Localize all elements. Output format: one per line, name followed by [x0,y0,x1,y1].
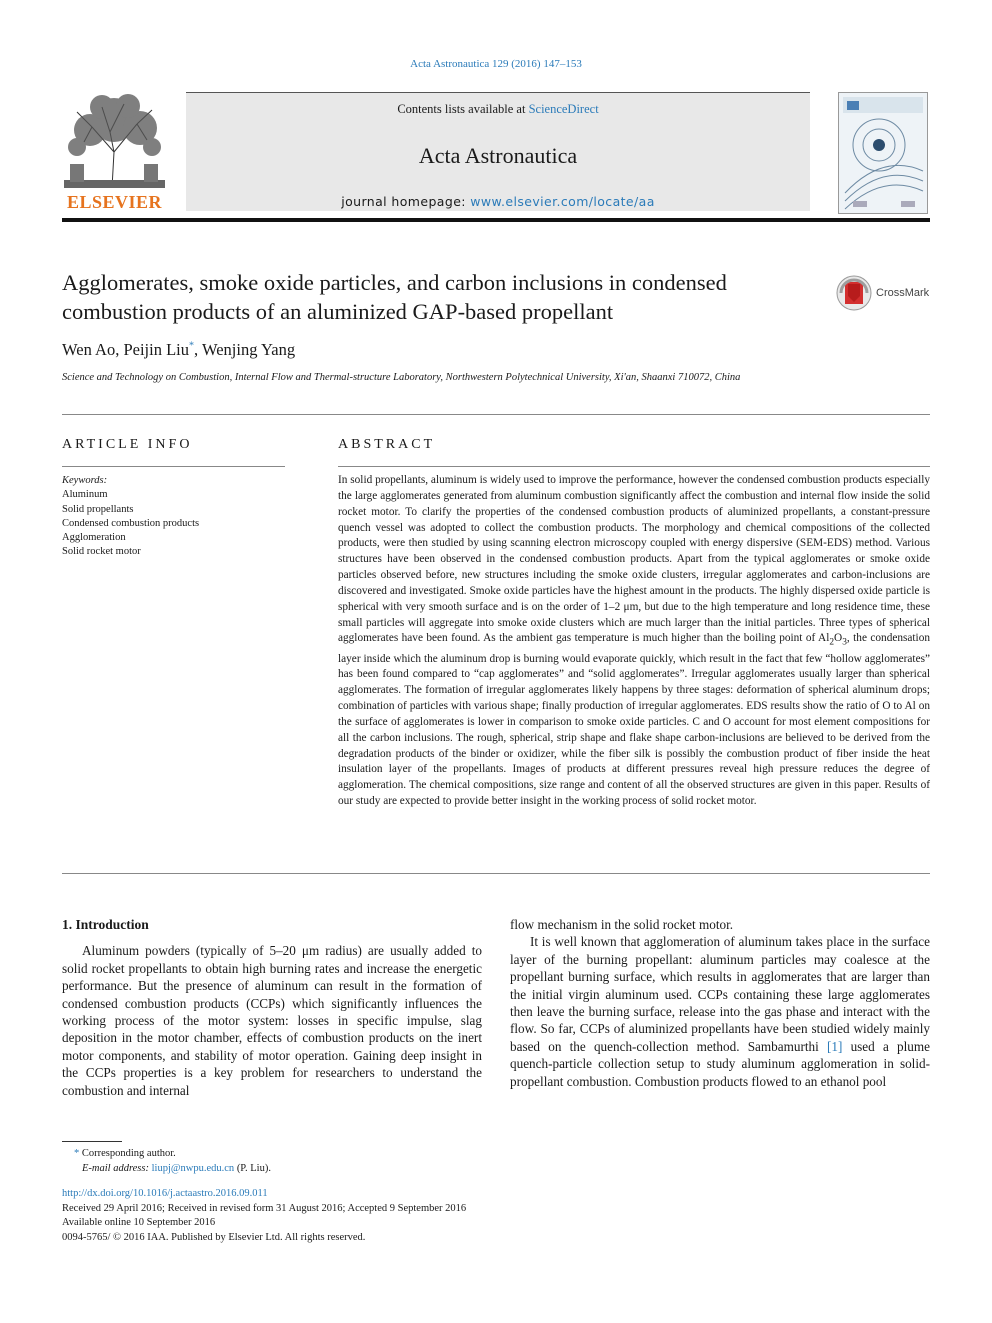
keywords-block [62,474,292,560]
email-note [62,1161,271,1176]
paragraph-text: used a plume quench-particle collection setup to study aluminum agglomeration in solid-propellant combustion. Combustion products flowed to an ethanol pool [510,1038,930,1089]
keywords-label: Keywords: [62,475,108,486]
publisher-wordmark: ELSEVIER [66,192,163,212]
body-column-right [510,916,930,1090]
abstract-part-1: In solid propellants, aluminum is widely used to improve the performance, however the condensed combustion products especially the large agglomerates generated from aluminum combustion significantly affect the combustion and internal flow inside the solid rocket motor. To clarify the properties of the condensed combustion products of aluminized propellants, a constant-pressure quench vessel was adopted to collect the combustion products. The morphology and chemical compositions of the collected products, were then studied by using scanning electron microscopy coupled with energy dispersive (SEM-EDS) method. Various structures have been observed in the condensed combustion products. Apart from the typical agglomerates or smoke oxide particles observed before, new structures including the smoke oxide clusters, irregular agglomerates and carbon-inclusions are discovered and investigated. Smoke oxide particles have the highest amount in the products. The highly dispersed oxide particle is spherical with very smooth surface and is on the order of 1–2 μm, but due to the high temperature and long residence time, these small particles will aggregate into smoke oxide clusters which are much larger than the initial particles. Three types of spherical agglomerates have been found. As the ambient gas temperature is much higher than the boiling point of Al [338,474,930,645]
email-suffix: (P. Liu). [234,1163,271,1174]
keyword-item: Solid rocket motor [62,546,141,558]
journal-citation[interactable]: Acta Astronautica 129 (2016) 147–153 [410,58,582,70]
footnote [62,1146,271,1176]
footnote-rule [62,1141,122,1142]
introduction-paragraph-continued: flow mechanism in the solid rocket motor. [510,917,734,932]
crossmark-label: CrossMark [876,287,930,299]
corresponding-marker[interactable]: * [189,340,195,352]
contents-prefix: Contents lists available at [397,102,529,116]
author-name[interactable]: Peijin Liu [123,340,190,359]
introduction-paragraph [510,933,930,1090]
author-list: Wen Ao, Peijin Liu*, Wenjing Yang [62,340,296,359]
corresponding-note [62,1146,271,1161]
corresponding-text: Corresponding author. [81,1148,176,1159]
keyword-item: Condensed combustion products [62,517,200,529]
abstract-bottom-rule [62,873,930,874]
copyright-line: 0094-5765/ © 2016 IAA. Published by Elsevier Ltd. All rights reserved. [62,1231,366,1243]
abstract-part-2: , the condensation layer inside which the aluminum drop is burning would evaporate quickly, which result in the fact that few “hollow agglomerates” has been found compared to “cap agglomerates” and “solid agglomerates”. Irregular agglomerates usually larger than spherical agglomerates. The formation of irregular agglomerates likely happens by three stages: deformation of spherical aluminum drops; combination of particles with various shape; finally production of irregular agglomerates. EDS results show the ratio of O to Al on the surface of agglomerates is lower in comparison to smoke oxide particles. C and O account for most element compositions for all the carbon inclusions. The rough, spherical, strip shape and flake shape carbon-inclusions are believed to be derived from the degradation products of the binder or oxidizer, while the fiber silk is possibly the combustion product of fiber inside the heat insulation layer of the propellants. Images of products at different pressures reveal high pressure reduces the degree of agglomeration. The chemical compositions, size range and content of all the observed structures are given in this paper. Results of our study are expected to provide better insight in the working process of solid rocket motor. [338,632,930,808]
keyword-item: Agglomeration [62,532,126,544]
footnote-mark: * [74,1148,80,1159]
contents-line [186,102,810,117]
journal-title: Acta Astronautica [418,143,578,168]
abstract-oxygen: O [834,632,843,645]
body-column-left [62,916,482,1099]
keyword-item: Aluminum [62,489,108,501]
homepage-line [186,194,810,209]
crossmark-badge[interactable] [835,274,935,312]
history-dates: Received 29 April 2016; Received in revised form 31 August 2016; Accepted 9 September 2016 [62,1202,467,1214]
sciencedirect-link[interactable]: ScienceDirect [528,102,599,116]
publication-info [62,1187,466,1245]
elsevier-logo[interactable] [62,92,167,214]
homepage-link[interactable]: www.elsevier.com/locate/aa [470,194,655,209]
subscript-3: 3 [842,637,847,648]
email-label: E-mail address: [82,1163,149,1174]
keyword-item: Solid propellants [62,503,134,515]
header-rule [62,218,930,222]
article-title: Agglomerates, smoke oxide particles, and carbon inclusions in condensed combustion products of an aluminized GAP-based propellant [62,270,727,324]
author-name[interactable]: Wenjing Yang [201,340,296,359]
journal-cover-thumbnail[interactable] [838,92,928,214]
affiliation: Science and Technology on Combustion, Internal Flow and Thermal-structure Laboratory, Northwestern Polytechnical University, Xi'an, Shaanxi 710072, China [62,372,741,383]
introduction-heading: 1. Introduction [62,917,149,932]
email-link[interactable]: liupj@nwpu.edu.cn [151,1163,235,1174]
cover-image-icon [839,93,927,213]
abstract-text [338,473,930,810]
homepage-prefix: journal homepage: [341,194,471,209]
paragraph-text: It is well known that agglomeration of aluminum takes place in the surface layer of the burning propellant: aluminum particles may coalesce at the propellant burning surface, which results in agglomerates that are larger than the initial virgin aluminum used. CCPs containing these large agglomerates then leave the burning surface, release into the gas phase and interact with the flow. So far, CCPs of aluminized propellants have been studied widely mainly based on the quench-collection method. Sambamurthi [510,934,930,1054]
elsevier-tree-icon [62,92,167,192]
article-info-rule [62,466,285,467]
section-divider [62,414,930,415]
introduction-paragraph: Aluminum powders (typically of 5–20 μm radius) are usually added to solid rocket propellants to obtain high burning rates and increase the energetic performance. But the presence of aluminum can result in the formation of condensed combustion products (CCPs) which significantly influences the working process of the motor system: losses in specific impulse, slag deposition in the motor chamber, effects of combustion products on the inert motor components, and stability of motor operation. Gaining deep insight in the CCPs properties is a key problem for researchers to understand the combustion and internal [62,943,482,1098]
abstract-heading: ABSTRACT [338,437,436,452]
crossmark-icon [835,274,875,312]
article-info-heading: ARTICLE INFO [62,437,193,452]
abstract-rule [338,466,930,467]
online-date: Available online 10 September 2016 [62,1217,216,1228]
doi-link[interactable]: http://dx.doi.org/10.1016/j.actaastro.2016.09.011 [62,1188,268,1199]
subscript-2: 2 [829,637,835,648]
journal-masthead [186,92,810,211]
author-name[interactable]: Wen Ao [62,340,116,359]
reference-link[interactable]: [1] [826,1038,843,1054]
